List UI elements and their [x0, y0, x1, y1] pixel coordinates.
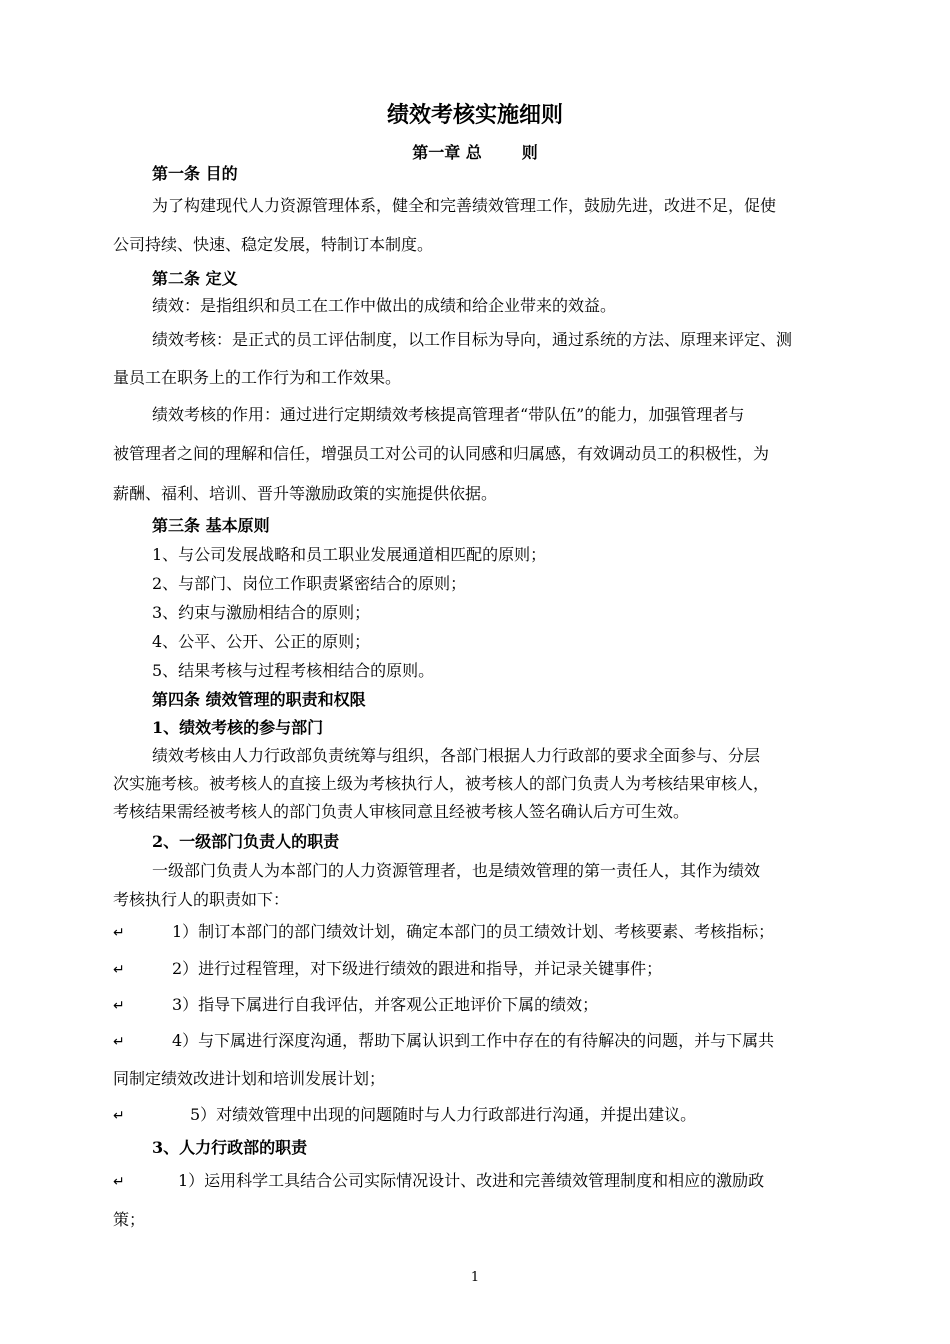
return-arrow-icon: ↵ — [113, 962, 125, 978]
page-number: 1 — [470, 1270, 480, 1285]
duty-item: 1）运用科学工具结合公司实际情况设计、改进和完善绩效管理制度和相应的激励政 — [178, 1171, 765, 1190]
paragraph-line: 为了构建现代人力资源管理体系，健全和完善绩效管理工作，鼓励先进，改进不足，促使 — [152, 196, 777, 215]
duty-item-continuation: 策； — [113, 1210, 146, 1229]
duty-item-continuation: 同制定绩效改进计划和培训发展计划； — [113, 1069, 386, 1088]
duty-item: 4）与下属进行深度沟通，帮助下属认识到工作中存在的有待解决的问题，并与下属共 — [172, 1031, 775, 1050]
article-2-heading: 第二条 定义 — [152, 269, 238, 288]
return-arrow-icon: ↵ — [113, 1034, 125, 1050]
principle-item: 4、公平、公开、公正的原则； — [152, 632, 371, 651]
return-arrow-icon: ↵ — [113, 998, 125, 1014]
paragraph-line: 考核结果需经被考核人的部门负责人审核同意且经被考核人签名确认后方可生效。 — [113, 802, 690, 821]
duty-item: 1）制订本部门的部门绩效计划，确定本部门的员工绩效计划、考核要素、考核指标； — [172, 922, 775, 941]
principle-item: 1、与公司发展战略和员工职业发展通道相匹配的原则； — [152, 545, 547, 564]
paragraph-line: 次实施考核。被考核人的直接上级为考核执行人，被考核人的部门负责人为考核结果审核人， — [113, 774, 770, 793]
duty-item: 2）进行过程管理，对下级进行绩效的跟进和指导，并记录关键事件； — [172, 959, 663, 978]
article-4-heading: 第四条 绩效管理的职责和权限 — [152, 690, 366, 709]
article-3-heading: 第三条 基本原则 — [152, 516, 270, 535]
section-heading: 3、人力行政部的职责 — [152, 1138, 308, 1157]
paragraph-line: 被管理者之间的理解和信任，增强员工对公司的认同感和归属感，有效调动员工的积极性，为 — [113, 444, 770, 463]
return-arrow-icon: ↵ — [113, 1108, 125, 1124]
chapter-heading-number: 第一章 总 — [412, 143, 482, 162]
paragraph-line: 一级部门负责人为本部门的人力资源管理者，也是绩效管理的第一责任人，其作为绩效 — [152, 861, 761, 880]
paragraph-line: 量员工在职务上的工作行为和工作效果。 — [113, 368, 402, 387]
paragraph-line: 绩效考核：是正式的员工评估制度，以工作目标为导向，通过系统的方法、原理来评定、测 — [152, 330, 793, 349]
duty-item: 3）指导下属进行自我评估，并客观公正地评价下属的绩效； — [172, 995, 599, 1014]
principle-item: 2、与部门、岗位工作职责紧密结合的原则； — [152, 574, 467, 593]
chapter-heading — [0, 143, 950, 163]
duty-item: 5）对绩效管理中出现的问题随时与人力行政部进行沟通，并提出建议。 — [190, 1105, 697, 1124]
paragraph-line: 绩效：是指组织和员工在工作中做出的成绩和给企业带来的效益。 — [152, 296, 617, 315]
paragraph-line: 薪酬、福利、培训、晋升等激励政策的实施提供依据。 — [113, 484, 498, 503]
paragraph-line: 公司持续、快速、稳定发展，特制订本制度。 — [113, 235, 434, 254]
paragraph-line: 绩效考核的作用：通过进行定期绩效考核提高管理者“带队伍”的能力，加强管理者与 — [152, 405, 745, 424]
section-heading: 1、绩效考核的参与部门 — [152, 718, 324, 737]
principle-item: 5、结果考核与过程考核相结合的原则。 — [152, 661, 435, 680]
principle-item: 3、约束与激励相结合的原则； — [152, 603, 371, 622]
section-heading: 2、一级部门负责人的职责 — [152, 832, 340, 851]
return-arrow-icon: ↵ — [113, 925, 125, 941]
paragraph-line: 考核执行人的职责如下： — [113, 890, 290, 909]
article-1-heading: 第一条 目的 — [152, 164, 238, 183]
document-title: 绩效考核实施细则 — [386, 102, 563, 128]
chapter-heading-name: 则 — [521, 143, 538, 162]
return-arrow-icon: ↵ — [113, 1174, 125, 1190]
paragraph-line: 绩效考核由人力行政部负责统筹与组织，各部门根据人力行政部的要求全面参与、分层 — [152, 746, 761, 765]
